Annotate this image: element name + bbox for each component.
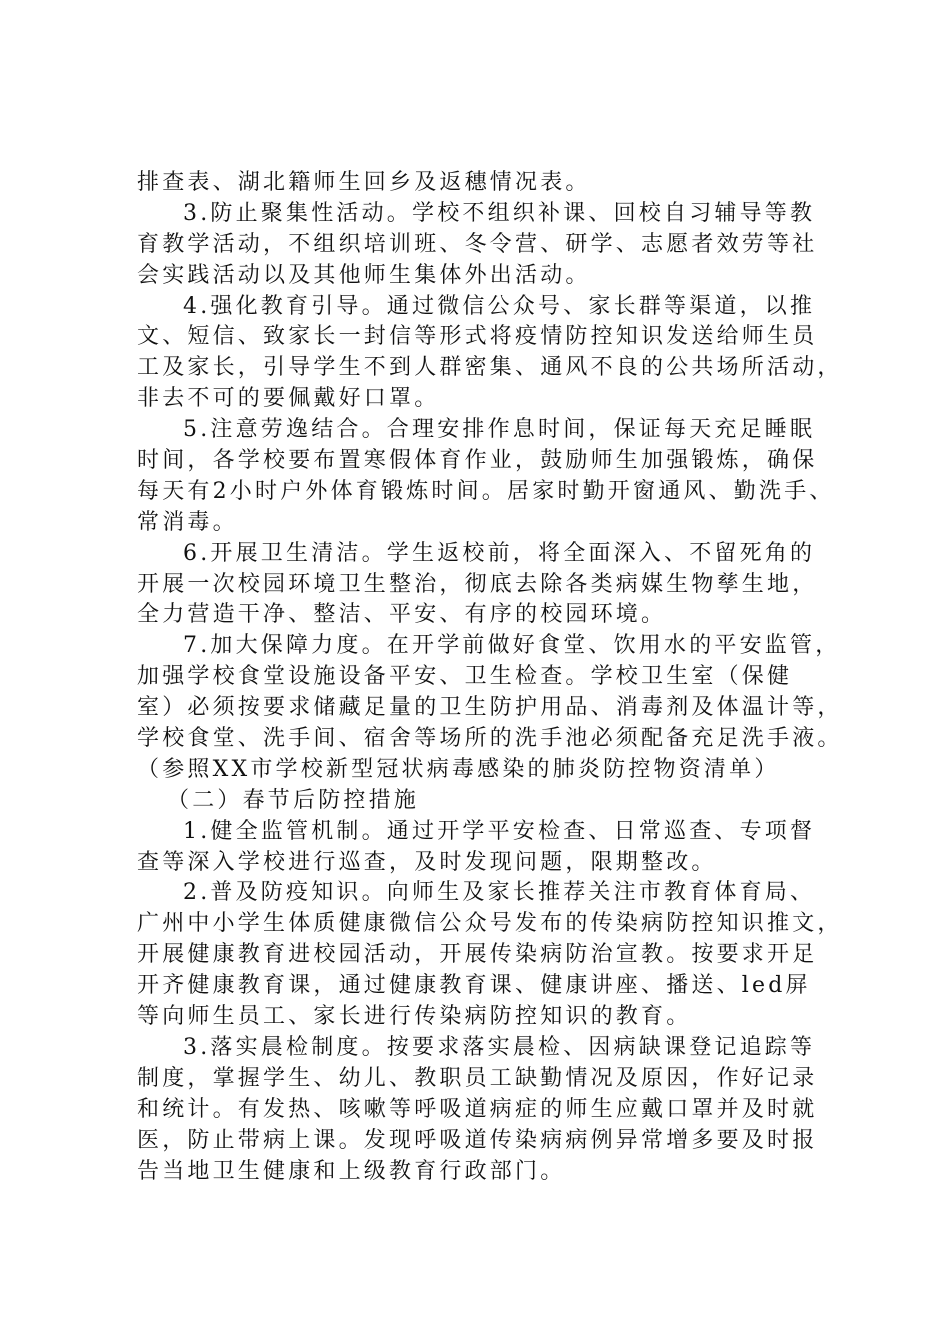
text-line: 文、短信、致家长一封信等形式将疫情防控知识发送给师生员 [137, 324, 818, 350]
body-text [137, 168, 843, 1187]
text-line: 医，防止带病上课。发现呼吸道传染病病例异常增多要及时报 [137, 1127, 818, 1153]
text-line: 每天有2小时户外体育锻炼时间。居家时勤开窗通风、勤洗手、 [137, 478, 835, 504]
paragraph-1-heading-line: 1.健全监管机制。通过开学平安检查、日常巡查、专项督 [183, 818, 816, 844]
section-heading: （二）春节后防控措施 [167, 787, 420, 813]
text-line: 室）必须按要求储藏足量的卫生防护用品、消毒剂及体温计等， [137, 695, 843, 721]
text-line: 非去不可的要佩戴好口罩。 [137, 386, 440, 412]
paragraph-4-heading-line: 4.强化教育引导。通过微信公众号、家长群等渠道，以推 [183, 293, 816, 319]
text-line: 全力营造干净、整洁、平安、有序的校园环境。 [137, 602, 667, 628]
text-line: 育教学活动，不组织培训班、冬令营、研学、志愿者效劳等社 [137, 231, 818, 257]
text-line: 加强学校食堂设施设备平安、卫生检查。学校卫生室（保健 [137, 664, 793, 690]
reference-note-line: （参照XX市学校新型冠状病毒感染的肺炎防控物资清单） [137, 756, 780, 782]
text-line: 开展一次校园环境卫生整治，彻底去除各类病媒生物孳生地， [137, 571, 818, 597]
paragraph-3b-heading-line: 3.落实晨检制度。按要求落实晨检、因病缺课登记追踪等 [183, 1034, 816, 1060]
paragraph-7-heading-line: 7.加大保障力度。在开学前做好食堂、饮用水的平安监管， [183, 633, 841, 659]
text-line: 常消毒。 [137, 509, 238, 535]
text-line: 工及家长，引导学生不到人群密集、通风不良的公共场所活动， [137, 355, 843, 381]
text-line: 时间，各学校要布置寒假体育作业，鼓励师生加强锻炼，确保 [137, 448, 818, 474]
text-line: 告当地卫生健康和上级教育行政部门。 [137, 1158, 566, 1184]
paragraph-6-heading-line: 6.开展卫生清洁。学生返校前，将全面深入、不留死角的 [183, 540, 816, 566]
paragraph-3-heading-line: 3.防止聚集性活动。学校不组织补课、回校自习辅导等教 [183, 200, 816, 226]
text-line: 开齐健康教育课，通过健康教育课、健康讲座、播送、led屏 [137, 973, 811, 999]
text-line: 排查表、湖北籍师生回乡及返穗情况表。 [137, 170, 591, 195]
text-line: 查等深入学校进行巡查，及时发现问题，限期整改。 [137, 849, 717, 875]
paragraph-2-heading-line: 2.普及防疫知识。向师生及家长推荐关注市教育体育局、 [183, 880, 816, 906]
paragraph-5-heading-line: 5.注意劳逸结合。合理安排作息时间，保证每天充足睡眠 [183, 417, 816, 443]
text-line: 等向师生员工、家长进行传染病防控知识的教育。 [137, 1004, 692, 1030]
text-line: 学校食堂、洗手间、宿舍等场所的洗手池必须配备充足洗手液。 [137, 726, 843, 752]
text-line: 会实践活动以及其他师生集体外出活动。 [137, 262, 591, 288]
text-line: 开展健康教育进校园活动，开展传染病防治宣教。按要求开足 [137, 942, 818, 968]
text-line: 和统计。有发热、咳嗽等呼吸道病症的师生应戴口罩并及时就 [137, 1096, 818, 1122]
text-line: 广州中小学生体质健康微信公众号发布的传染病防控知识推文， [137, 911, 843, 937]
text-line: 制度，掌握学生、幼儿、教职员工缺勤情况及原因，作好记录 [137, 1065, 818, 1091]
